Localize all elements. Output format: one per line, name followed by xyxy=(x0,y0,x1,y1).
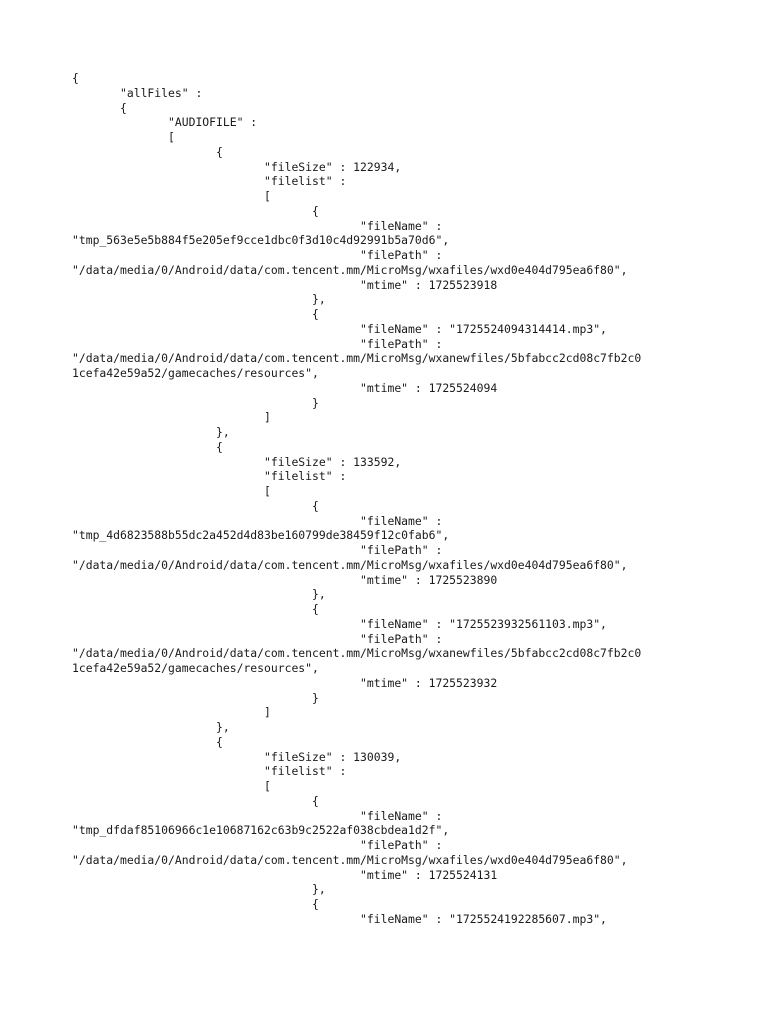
json-line: [ xyxy=(72,189,271,203)
json-line: } xyxy=(72,395,319,410)
json-line: "tmp_4d6823588b55dc2a452d4d83be160799de38459f12c0fab6", xyxy=(72,528,450,543)
json-line: }, xyxy=(72,587,326,602)
json-line: "filelist" : xyxy=(72,174,347,189)
json-line: "filePath" : xyxy=(72,631,443,646)
json-line: "mtime" : 1725523932 xyxy=(72,675,498,690)
json-line: { xyxy=(72,100,127,115)
json-line: { xyxy=(72,439,223,454)
json-line: "/data/media/0/Android/data/com.tencent.mm/MicroMsg/wxafiles/wxd0e404d795ea6f80", xyxy=(72,557,628,572)
json-line: "/data/media/0/Android/data/com.tencent.mm/MicroMsg/wxafiles/wxd0e404d795ea6f80", xyxy=(72,852,628,867)
json-line: { xyxy=(72,307,319,321)
json-line: "filePath" : xyxy=(72,248,443,262)
json-line: }, xyxy=(72,720,230,734)
json-line: "fileName" : "1725523932561103.mp3", xyxy=(72,616,607,631)
json-line: "mtime" : 1725524094 xyxy=(72,380,498,395)
json-line: ] xyxy=(72,410,271,425)
json-line: "/data/media/0/Android/data/com.tencent.mm/MicroMsg/wxanewfiles/5bfabcc2cd08c7fb2c0 xyxy=(72,351,642,366)
json-line: [ xyxy=(72,484,271,498)
json-line: "filePath" : xyxy=(72,336,443,351)
json-line: [ xyxy=(72,130,175,144)
json-line: { xyxy=(72,203,319,218)
json-text-block xyxy=(72,71,768,927)
json-line: "fileName" : xyxy=(72,218,443,233)
json-line: "fileName" : "1725524192285607.mp3", xyxy=(72,911,607,926)
json-line: "tmp_563e5e5b884f5e205ef9cce1dbc0f3d10c4d92991b5a70d6", xyxy=(72,233,450,248)
json-line: [ xyxy=(72,779,271,793)
json-line: "mtime" : 1725523890 xyxy=(72,572,498,587)
json-line: ] xyxy=(72,705,271,720)
json-line: { xyxy=(72,793,319,808)
json-line: "fileSize" : 133592, xyxy=(72,454,402,469)
json-line: { xyxy=(72,897,319,911)
json-line: "AUDIOFILE" : xyxy=(72,115,258,130)
json-line: { xyxy=(72,498,319,513)
json-line: "filelist" : xyxy=(72,469,347,484)
json-line: "fileName" : xyxy=(72,513,443,528)
json-line: 1cefa42e59a52/gamecaches/resources", xyxy=(72,366,319,380)
json-line: "fileSize" : 130039, xyxy=(72,749,402,764)
json-line: { xyxy=(72,144,223,159)
json-line: "fileName" : xyxy=(72,808,443,823)
json-line: "mtime" : 1725524131 xyxy=(72,867,498,882)
json-line: { xyxy=(72,734,223,749)
json-line: "/data/media/0/Android/data/com.tencent.mm/MicroMsg/wxanewfiles/5bfabcc2cd08c7fb2c0 xyxy=(72,646,642,661)
json-line: "filePath" : xyxy=(72,838,443,852)
json-line: { xyxy=(72,71,79,85)
json-line: "fileName" : "1725524094314414.mp3", xyxy=(72,321,607,336)
json-line: "allFiles" : xyxy=(72,85,203,100)
json-line: "tmp_dfdaf85106966c1e10687162c63b9c2522af038cbdea1d2f", xyxy=(72,823,450,838)
json-line: { xyxy=(72,602,319,616)
json-line: }, xyxy=(72,425,230,439)
json-line: "mtime" : 1725523918 xyxy=(72,277,498,292)
json-line: "filePath" : xyxy=(72,543,443,557)
json-line: "/data/media/0/Android/data/com.tencent.mm/MicroMsg/wxafiles/wxd0e404d795ea6f80", xyxy=(72,262,628,277)
json-line: 1cefa42e59a52/gamecaches/resources", xyxy=(72,661,319,675)
json-line: }, xyxy=(72,882,326,897)
json-line: } xyxy=(72,690,319,705)
json-line: "fileSize" : 122934, xyxy=(72,159,402,174)
json-line: "filelist" : xyxy=(72,764,347,779)
json-line: }, xyxy=(72,292,326,307)
